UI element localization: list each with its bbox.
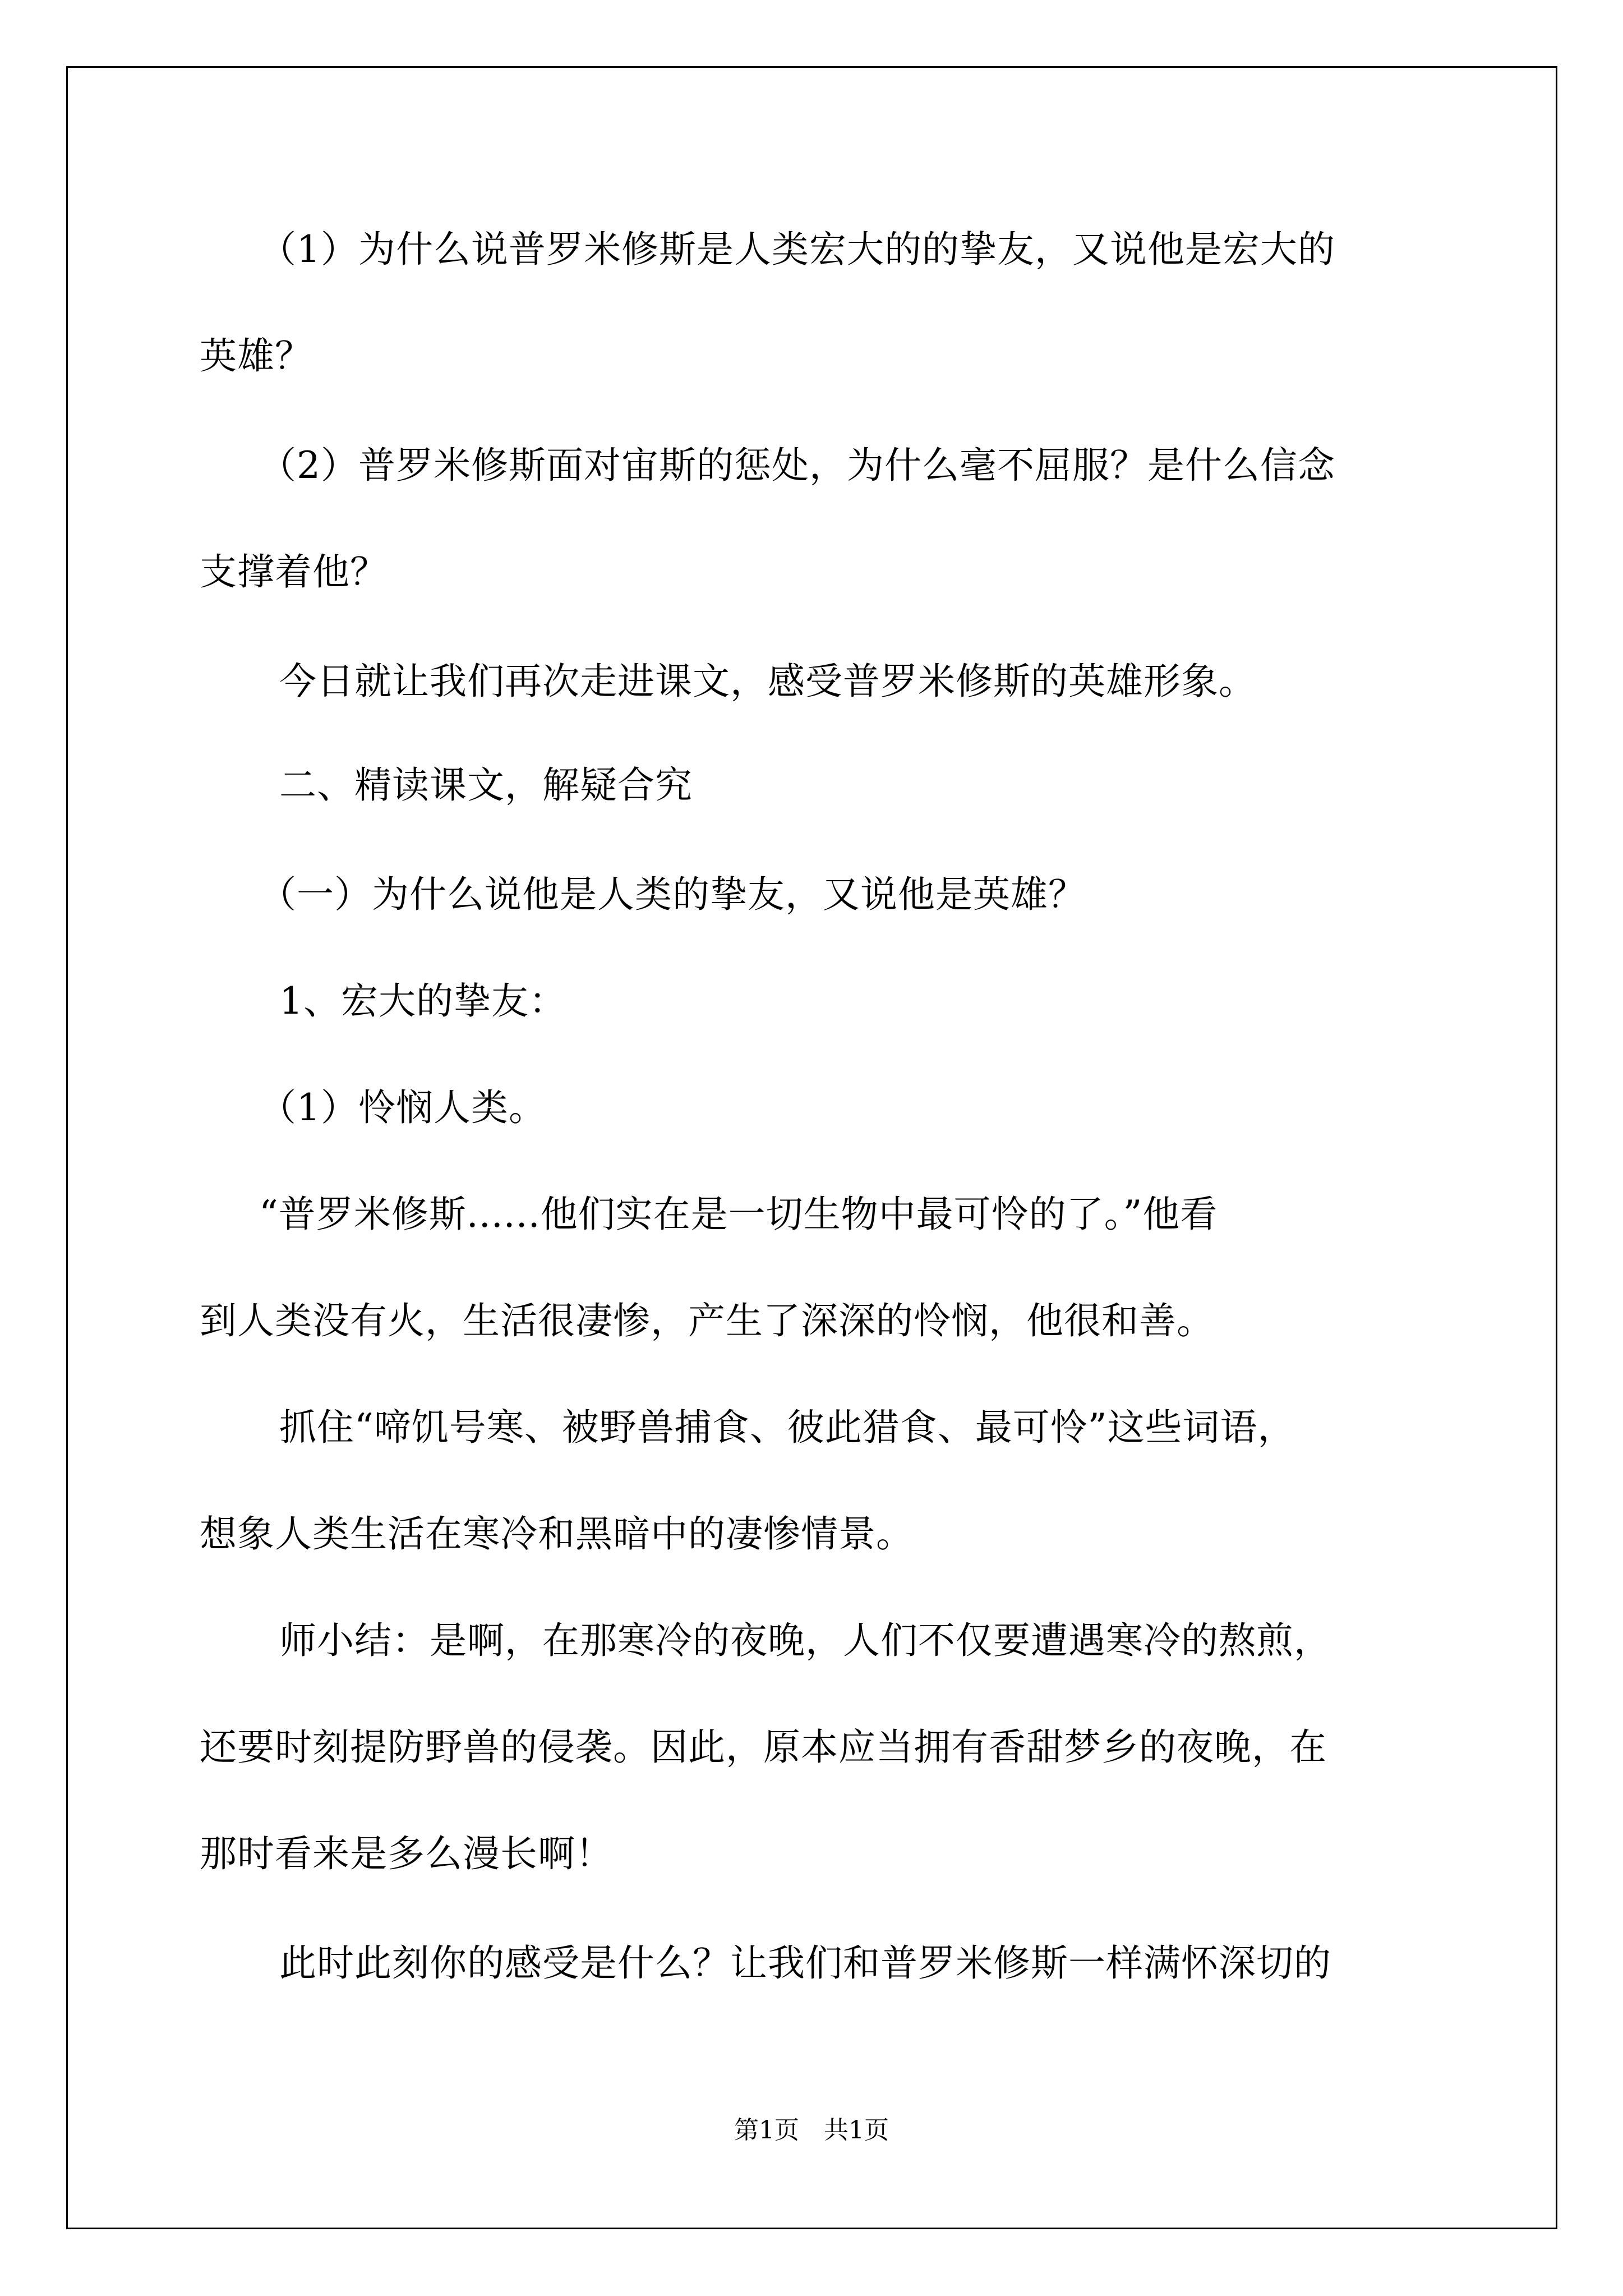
paragraph-line: （1）为什么说普罗米修斯是人类宏大的的挚友，又说他是宏大的 [259,228,1335,271]
paragraph-line: 英雄？ [200,334,312,378]
paragraph-line: 那时看来是多么漫长啊！ [200,1832,613,1875]
paragraph-line: “普罗米修斯......他们实在是一切生物中最可怜的了。”他看 [259,1193,1218,1236]
paragraph-line: 抓住“啼饥号寒、被野兽捕食、彼此猎食、最可怜”这些词语， [279,1406,1295,1449]
subsection-heading: （一）为什么说他是人类的挚友，又说他是英雄？ [259,873,1086,916]
paragraph-line: 今日就让我们再次走进课文，感受普罗米修斯的英雄形象。 [279,660,1256,703]
list-item: （1）怜悯人类。 [259,1086,546,1129]
section-heading: 二、精读课文，解疑合究 [279,763,693,807]
paragraph-line: 想象人类生活在寒冷和黑暗中的凄惨情景。 [200,1512,914,1556]
list-heading: 1、宏大的挚友： [279,979,566,1023]
paragraph-line: 此时此刻你的感受是什么？让我们和普罗米修斯一样满怀深切的 [279,1941,1331,1985]
page-footer: 第1页 共1页 [734,2116,889,2145]
paragraph-line: 支撑着他？ [200,550,388,593]
page-border [66,66,1557,2229]
paragraph-line: （2）普罗米修斯面对宙斯的惩处，为什么毫不屈服？是什么信念 [259,444,1335,487]
paragraph-line: 师小结：是啊，在那寒冷的夜晚，人们不仅要遭遇寒冷的熬煎， [279,1619,1331,1662]
paragraph-line: 还要时刻提防野兽的侵袭。因此，原本应当拥有香甜梦乡的夜晚，在 [200,1726,1327,1769]
paragraph-line: 到人类没有火，生活很凄惨，产生了深深的怜悯，他很和善。 [200,1299,1214,1342]
